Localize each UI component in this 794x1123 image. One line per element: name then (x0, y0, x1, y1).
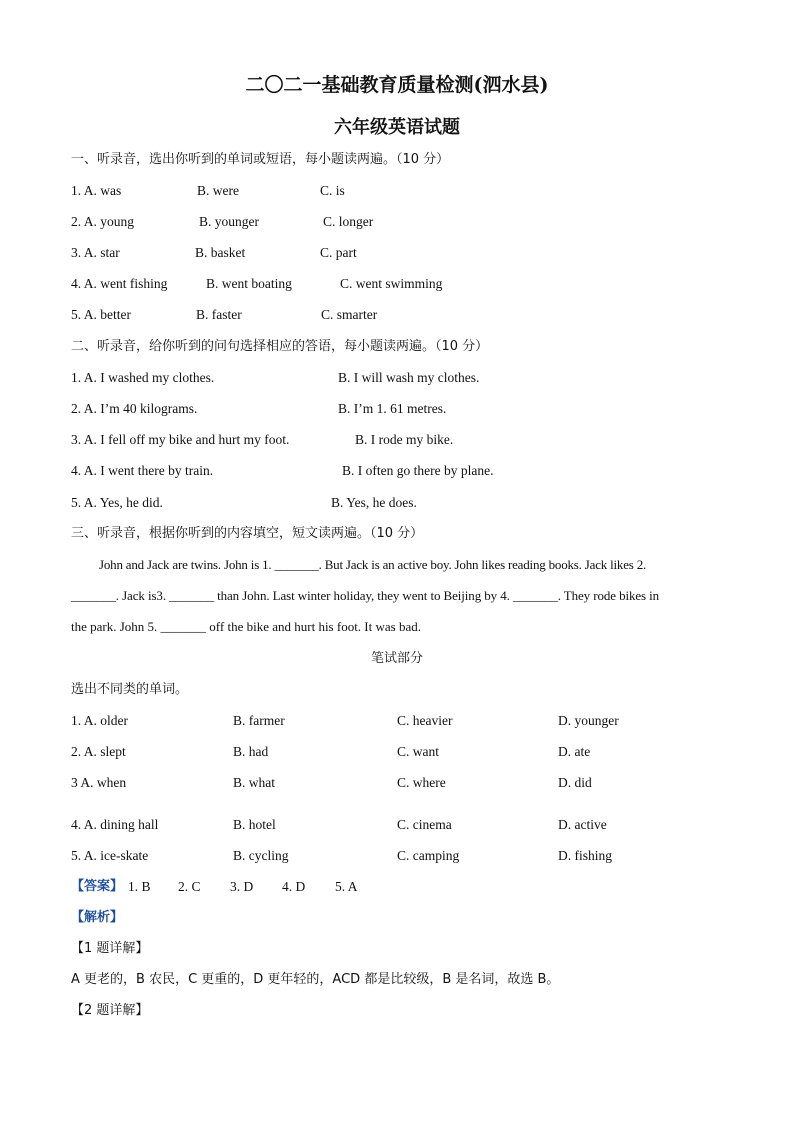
passage-line-1: John and Jack are twins. John is 1. _______. But Jack is an active boy. John likes reading books. Jack likes 2. (99, 557, 647, 572)
answer-value: 2. C (178, 879, 201, 894)
w-q3-a: 3 A. when (71, 775, 127, 790)
answer-value: 3. D (230, 879, 254, 894)
s1-q4-a: 4. A. went fishing (71, 276, 168, 291)
q1-detail-text: A 更老的，B 农民，C 更重的，D 更年轻的，ACD 都是比较级，B 是名词，故选 B。 (71, 972, 560, 987)
w-q1-b: B. farmer (233, 713, 285, 728)
s1-q1-c: C. is (320, 183, 345, 198)
written-instruction: 选出不同类的单词。 (71, 682, 189, 697)
w-q4-d: D. active (558, 817, 607, 832)
w-q5-a: 5. A. ice-skate (71, 848, 149, 863)
s2-q5-b: B. Yes, he does. (331, 495, 417, 510)
s1-q5-a: 5. A. better (71, 307, 131, 322)
s1-q5-b: B. faster (196, 307, 242, 322)
s2-q4-b: B. I often go there by plane. (342, 463, 494, 478)
analysis-label: 【解析】 (71, 910, 124, 925)
s1-q4-c: C. went swimming (340, 276, 443, 291)
answer-value: 1. B (128, 879, 151, 894)
section1-heading: 一、听录音，选出你听到的单词或短语，每小题读两遍。（10 分） (71, 152, 450, 167)
w-q2-a: 2. A. slept (71, 744, 126, 759)
s2-q1-a: 1. A. I washed my clothes. (71, 370, 215, 385)
w-q4-b: B. hotel (233, 817, 276, 832)
w-q1-d: D. younger (558, 713, 619, 728)
w-q4-a: 4. A. dining hall (71, 817, 159, 832)
passage-line-3: the park. John 5. _______ off the bike and hurt his foot. It was bad. (71, 619, 421, 634)
s1-q3-c: C. part (320, 245, 357, 260)
w-q2-d: D. ate (558, 744, 591, 759)
s2-q2-b: B. I’m 1. 61 metres. (338, 401, 447, 416)
s1-q3-a: 3. A. star (71, 245, 120, 260)
s2-q3-a: 3. A. I fell off my bike and hurt my foot. (71, 432, 290, 447)
s1-q2-a: 2. A. young (71, 214, 135, 229)
w-q2-c: C. want (397, 744, 439, 759)
section2-heading: 二、听录音，给你听到的问句选择相应的答语，每小题读两遍。（10 分） (71, 339, 489, 354)
s1-q2-b: B. younger (199, 214, 259, 229)
s2-q5-a: 5. A. Yes, he did. (71, 495, 163, 510)
answer-label: 【答案】 (71, 879, 124, 894)
page-title: 二〇二一基础教育质量检测(泗水县) (245, 74, 549, 96)
s2-q4-a: 4. A. I went there by train. (71, 463, 214, 478)
s1-q1-a: 1. A. was (71, 183, 122, 198)
w-q3-c: C. where (397, 775, 446, 790)
w-q5-b: B. cycling (233, 848, 289, 863)
q1-detail-label: 【1 题详解】 (71, 941, 149, 956)
passage-line-2: _______. Jack is3. _______ than John. Last winter holiday, they went to Beijing by 4. _______. They rode bikes in (71, 588, 660, 603)
s1-q3-b: B. basket (195, 245, 246, 260)
w-q5-d: D. fishing (558, 848, 612, 863)
answer-value: 4. D (282, 879, 306, 894)
answer-value: 5. A (335, 879, 358, 894)
s1-q4-b: B. went boating (206, 276, 292, 291)
w-q3-d: D. did (558, 775, 592, 790)
written-part-heading: 笔试部分 (370, 651, 423, 666)
s2-q1-b: B. I will wash my clothes. (338, 370, 480, 385)
s2-q3-b: B. I rode my bike. (355, 432, 454, 447)
w-q1-c: C. heavier (397, 713, 453, 728)
w-q3-b: B. what (233, 775, 275, 790)
s1-q1-b: B. were (197, 183, 239, 198)
section3-heading: 三、听录音，根据你听到的内容填空，短文读两遍。（10 分） (71, 526, 424, 541)
w-q5-c: C. camping (397, 848, 460, 863)
s1-q2-c: C. longer (323, 214, 374, 229)
q2-detail-label: 【2 题详解】 (71, 1003, 149, 1018)
page-subtitle: 六年级英语试题 (334, 117, 460, 138)
s1-q5-c: C. smarter (321, 307, 378, 322)
w-q2-b: B. had (233, 744, 269, 759)
w-q4-c: C. cinema (397, 817, 452, 832)
w-q1-a: 1. A. older (71, 713, 128, 728)
s2-q2-a: 2. A. I’m 40 kilograms. (71, 401, 198, 416)
